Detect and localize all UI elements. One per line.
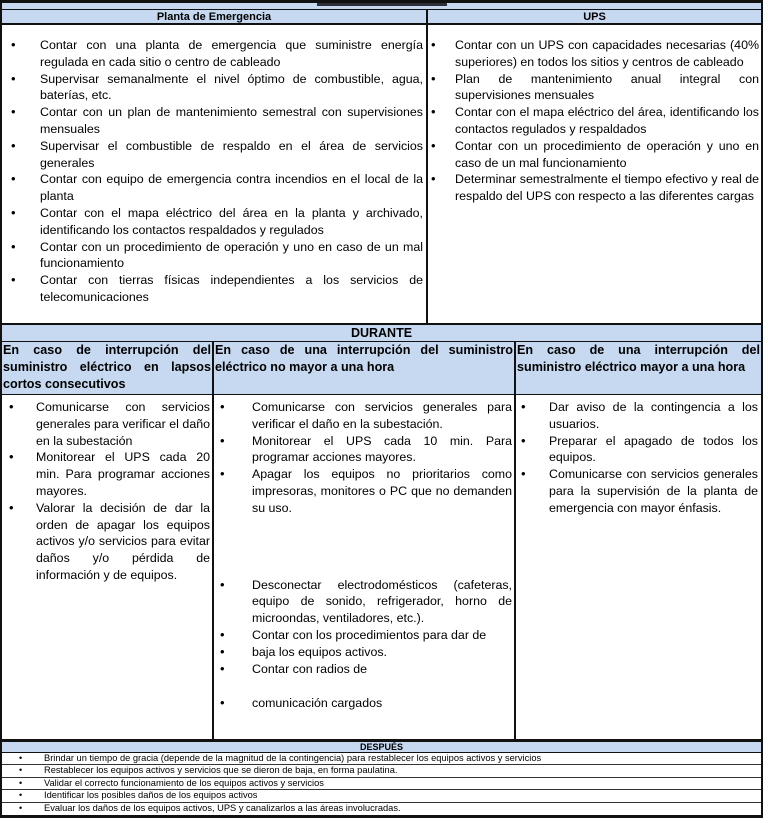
bullet-item: • Contar con una planta de emergencia que suministre energía regulada en cada sitio o centro de cableado bbox=[2, 37, 426, 71]
ups-header: UPS bbox=[583, 11, 606, 23]
bullet-item: • Dar aviso de la contingencia a los usuarios. bbox=[516, 399, 761, 433]
bullet-item: • Comunicarse con servicios generales para verificar el daño en la subestación bbox=[2, 399, 212, 449]
bullet-item: • Contar con un UPS con capacidades necesarias (40% superiores) en todos los sitios y centros de cableado bbox=[428, 37, 761, 71]
bullet-item: • Evaluar los daños de los equipos activos, UPS y canalizarlos a las áreas involucradas. bbox=[2, 803, 761, 815]
durante-col1-header: En caso de interrupción del suministro eléctrico en lapsos cortos consecutivos bbox=[2, 342, 214, 394]
antes-body-row bbox=[2, 25, 761, 325]
durante-body-row bbox=[2, 395, 761, 741]
bullet-item: • Comunicarse con servicios generales para la supervisión de la planta de emergencia con mayor énfasis. bbox=[516, 466, 761, 516]
durante-col3-list bbox=[516, 395, 761, 739]
bullet-item: • Determinar semestralmente el tiempo efectivo y real de respaldo del UPS con respecto a las diferentes cargas bbox=[428, 171, 761, 205]
durante-section-title: DURANTE bbox=[2, 325, 761, 342]
bullet-item: • Valorar la decisión de dar la orden de apagar los equipos activos y/o servicios para evitar daños y/o pérdida de información y de equipos. bbox=[2, 500, 212, 584]
durante-col1-list bbox=[2, 395, 214, 739]
bullet-item: • Desconectar electrodomésticos (cafeteras, equipo de sonido, refrigerador, horno de microondas, ventiladores, etc.). bbox=[214, 577, 514, 627]
bullet-item: • Contar con un procedimiento de operación y uno en caso de un mal funcionamiento bbox=[428, 138, 761, 172]
bullet-item: • Contar con los procedimientos para dar de bbox=[214, 627, 514, 644]
bullet-item: • Monitorear el UPS cada 20 min. Para programar acciones mayores. bbox=[2, 449, 212, 499]
bullet-item: • Contar con equipo de emergencia contra incendios en el local de la planta bbox=[2, 171, 426, 205]
bullet-item: • Contar con radios de bbox=[214, 661, 514, 678]
planta-emergencia-list bbox=[2, 25, 428, 323]
bullet-item: • Plan de mantenimiento anual integral con supervisiones mensuales bbox=[428, 71, 761, 105]
antes-header-row bbox=[2, 9, 761, 25]
despues-section-title: DESPUÉS bbox=[2, 741, 761, 753]
durante-col3-header: En caso de una interrupción del suministro eléctrico mayor a una hora bbox=[517, 343, 760, 374]
bullet-item: • Contar con tierras físicas independientes a los servicios de telecomunicaciones bbox=[2, 272, 426, 306]
cropped-top-row bbox=[2, 0, 761, 9]
bullet-item: • baja los equipos activos. bbox=[214, 644, 514, 661]
bullet-item: • Preparar el apagado de todos los equipos. bbox=[516, 433, 761, 467]
bullet-item: • Apagar los equipos no prioritarios como impresoras, monitores o PC que no demanden su uso. bbox=[214, 466, 514, 516]
bullet-item: • Supervisar el combustible de respaldo en el área de servicios generales bbox=[2, 138, 426, 172]
durante-col2-header: En caso de una interrupción del suministro eléctrico no mayor a una hora bbox=[214, 342, 516, 394]
bullet-item: • Restablecer los equipos activos y servicios que se dieron de baja, en forma paulatina. bbox=[2, 765, 761, 777]
bullet-item: • Brindar un tiempo de gracia (depende de la magnitud de la contingencia) para restablecer los equipos activos y servicios bbox=[2, 753, 761, 765]
bullet-item: • comunicación cargados bbox=[214, 695, 514, 712]
bullet-item: • Contar con el mapa eléctrico del área en la planta y archivado, identificando los contactos respaldados y regulados bbox=[2, 205, 426, 239]
illegible-cropped-text bbox=[317, 3, 447, 6]
planta-emergencia-header: Planta de Emergencia bbox=[2, 10, 428, 23]
bullet-item: • Comunicarse con servicios generales para verificar el daño en la subestación. bbox=[214, 399, 514, 433]
bullet-item: • Supervisar semanalmente el nivel óptimo de combustible, agua, baterías, etc. bbox=[2, 71, 426, 105]
durante-column-headers bbox=[2, 342, 761, 395]
bullet-item: • Validar el correcto funcionamiento de los equipos activos y servicios bbox=[2, 778, 761, 790]
bullet-item: • Contar con un plan de mantenimiento semestral con supervisiones mensuales bbox=[2, 104, 426, 138]
bullet-item: • Identificar los posibles daños de los equipos activos bbox=[2, 790, 761, 802]
bullet-item: • Monitorear el UPS cada 10 min. Para programar acciones mayores. bbox=[214, 433, 514, 467]
bullet-item: • Contar con el mapa eléctrico del área, identificando los contactos regulados y respaldados bbox=[428, 104, 761, 138]
despues-list bbox=[2, 753, 761, 815]
bullet-item: • Contar con un procedimiento de operación y uno en caso de un mal funcionamiento bbox=[2, 239, 426, 273]
ups-list bbox=[428, 25, 761, 323]
durante-col2-list bbox=[214, 395, 516, 739]
